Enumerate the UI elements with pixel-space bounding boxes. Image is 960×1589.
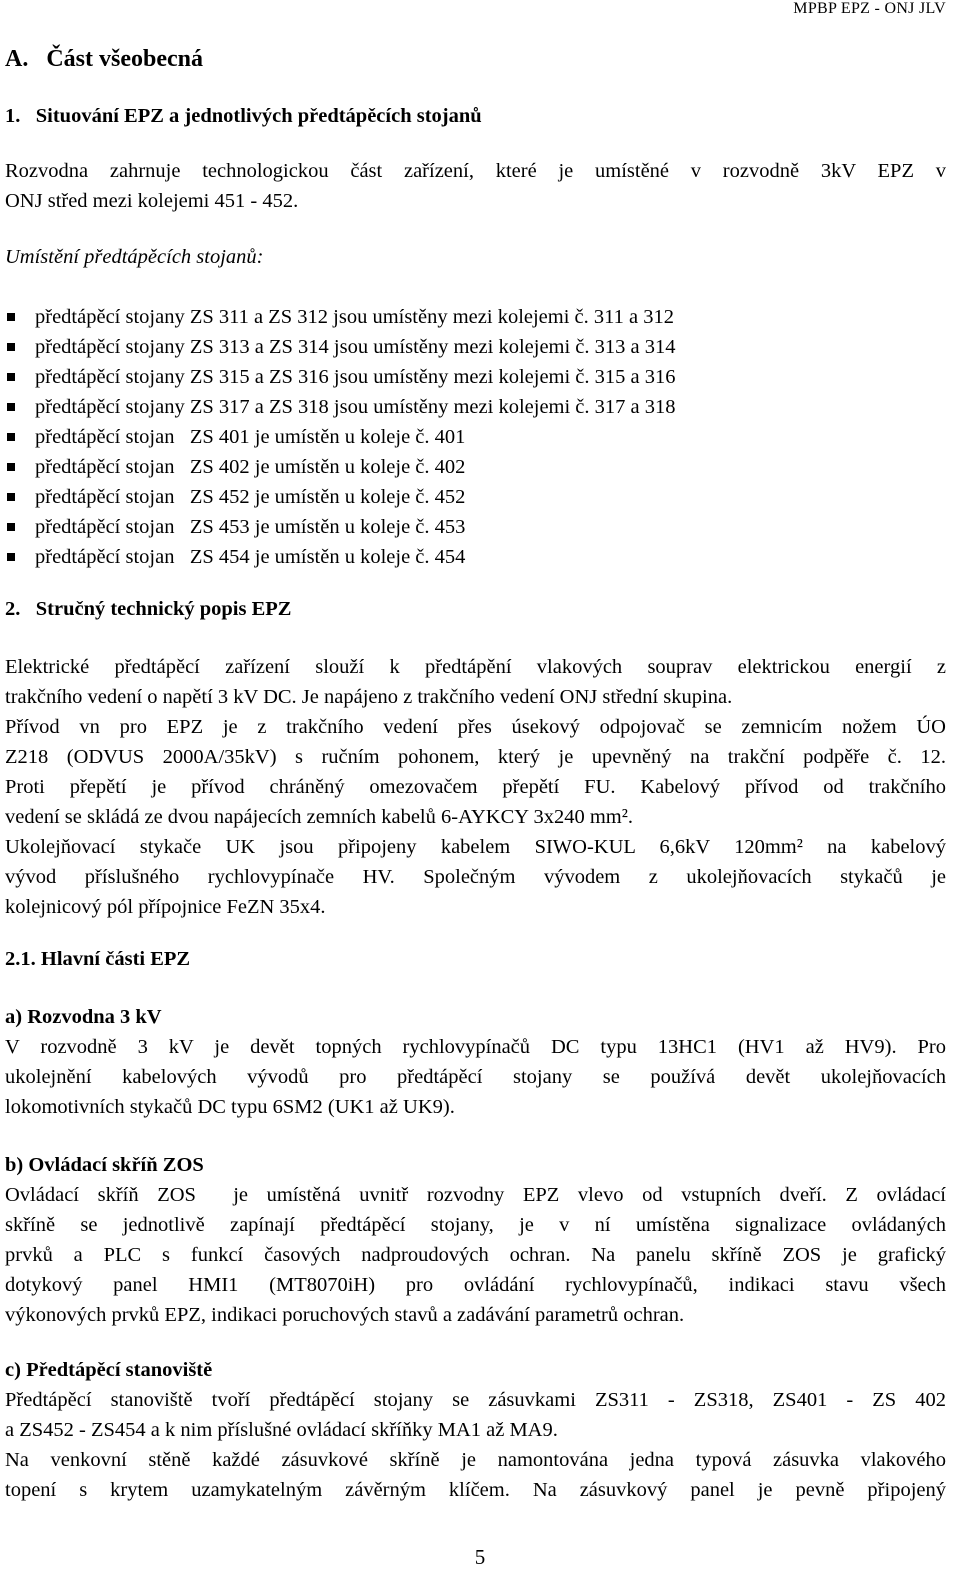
subsection-c-label: c) <box>5 1359 27 1381</box>
paragraph-line: Rozvodna zahrnuje technologickou část zařízení, které je umístěné v rozvodně 3kV EPZ v <box>5 160 946 182</box>
page-number: 5 <box>474 1545 486 1569</box>
bullet-square-icon <box>7 343 15 351</box>
paragraph-line: Elektrické předtápěcí zařízení slouží k předtápění vlakových souprav elektrickou energií z <box>5 656 946 678</box>
list-item: předtápěcí stojan ZS 452 je umístěn u koleje č. 452 <box>5 482 946 512</box>
paragraph-line: ONJ střed mezi kolejemi 451 - 452. <box>5 190 299 212</box>
paragraph-line: a ZS452 - ZS454 a k nim příslušné ovládací skříňky MA1 až MA9. <box>5 1419 558 1441</box>
part-title: A. Část všeobecná <box>5 46 203 72</box>
list-item: předtápěcí stojany ZS 317 a ZS 318 jsou umístěny mezi kolejemi č. 317 a 318 <box>5 392 946 422</box>
paragraph-line: Ovládací skříň ZOS je umístěná uvnitř rozvodny EPZ vlevo od vstupních dveří. Z ovládací <box>5 1184 946 1206</box>
list-item: předtápěcí stojan ZS 402 je umístěn u koleje č. 402 <box>5 452 946 482</box>
paragraph-line: vývod příslušného rychlovypínače HV. Společným vývodem z ukolejňovacích stykačů je <box>5 866 946 888</box>
paragraph-line: vedení se skládá ze dvou napájecích zemních kabelů 6-AYKCY 3x240 mm². <box>5 806 633 828</box>
subsection-a-label: a) <box>5 1006 28 1028</box>
paragraph-line: ukolejnění kabelových vývodů pro předtápěcí stojany se používá devět ukolejňovacích <box>5 1066 946 1088</box>
paragraph-line: lokomotivních stykačů DC typu 6SM2 (UK1 až UK9). <box>5 1096 455 1118</box>
subsection-a-title: Rozvodna 3 kV <box>27 1006 162 1028</box>
subsection-a-paragraph <box>5 1032 946 1122</box>
bullet-square-icon <box>7 433 15 441</box>
bullet-square-icon <box>7 523 15 531</box>
stands-location-subtitle: Umístění předtápěcích stojanů: <box>5 246 264 268</box>
paragraph-line: topení s krytem uzamykatelným závěrným klíčem. Na zásuvkový panel je pevně připojený <box>5 1479 946 1501</box>
paragraph-line: V rozvodně 3 kV je devět topných rychlovypínačů DC typu 13HC1 (HV1 až HV9). Pro <box>5 1036 946 1058</box>
paragraph-line: skříně se jednotlivě zapínají předtápěcí stojany, je v ní umístěna signalizace ovládaných <box>5 1214 946 1236</box>
section-1-title: 1. Situování EPZ a jednotlivých předtápěcích stojanů <box>5 105 482 127</box>
list-item: předtápěcí stojan ZS 454 je umístěn u koleje č. 454 <box>5 542 946 572</box>
paragraph-line: kolejnicový pól přípojnice FeZN 35x4. <box>5 896 326 918</box>
subsection-c-paragraph <box>5 1385 946 1505</box>
list-item: předtápěcí stojan ZS 401 je umístěn u koleje č. 401 <box>5 422 946 452</box>
stands-list <box>5 302 946 572</box>
paragraph-line: dotykový panel HMI1 (MT8070iH) pro ovládání rychlovypínačů, indikaci stavu všech <box>5 1274 946 1296</box>
section-2-title: 2. Stručný technický popis EPZ <box>5 598 292 620</box>
paragraph-line: výkonových prvků EPZ, indikaci poruchových stavů a zadávání parametrů ochran. <box>5 1304 685 1326</box>
subsection-a-heading <box>5 1002 946 1032</box>
bullet-square-icon <box>7 553 15 561</box>
section-2-paragraph <box>5 652 946 922</box>
subsection-b-title: Ovládací skříň ZOS <box>28 1154 204 1176</box>
subsection-b-label: b) <box>5 1154 29 1176</box>
subsection-c-title: Předtápěcí stanoviště <box>26 1359 213 1381</box>
bullet-square-icon <box>7 373 15 381</box>
list-item: předtápěcí stojany ZS 315 a ZS 316 jsou umístěny mezi kolejemi č. 315 a 316 <box>5 362 946 392</box>
paragraph-line: Předtápěcí stanoviště tvoří předtápěcí stojany se zásuvkami ZS311 - ZS318, ZS401 - ZS 402 <box>5 1389 946 1411</box>
document-code-header: MPBP EPZ - ONJ JLV <box>793 0 946 17</box>
bullet-square-icon <box>7 313 15 321</box>
paragraph-line: Z218 (ODVUS 2000A/35kV) s ručním pohonem, který je upevněný na trakční podpěře č. 12. <box>5 746 946 768</box>
subsection-b-heading <box>5 1150 946 1180</box>
paragraph-line: Proti přepětí je přívod chráněný omezovačem přepětí FU. Kabelový přívod od trakčního <box>5 776 946 798</box>
list-item: předtápěcí stojan ZS 453 je umístěn u koleje č. 453 <box>5 512 946 542</box>
list-item: předtápěcí stojany ZS 313 a ZS 314 jsou umístěny mezi kolejemi č. 313 a 314 <box>5 332 946 362</box>
bullet-square-icon <box>7 493 15 501</box>
list-item: předtápěcí stojany ZS 311 a ZS 312 jsou umístěny mezi kolejemi č. 311 a 312 <box>5 302 946 332</box>
section-1-paragraph <box>5 156 946 216</box>
paragraph-line: prvků a PLC s funkcí časových nadproudových ochran. Na panelu skříně ZOS je grafický <box>5 1244 946 1266</box>
bullet-square-icon <box>7 463 15 471</box>
subsection-b-paragraph <box>5 1180 946 1330</box>
paragraph-line: Na venkovní stěně každé zásuvkové skříně je namontována jedna typová zásuvka vlakového <box>5 1449 946 1471</box>
paragraph-line: Ukolejňovací stykače UK jsou připojeny kabelem SIWO-KUL 6,6kV 120mm² na kabelový <box>5 836 946 858</box>
paragraph-line: trakčního vedení o napětí 3 kV DC. Je napájeno z trakčního vedení ONJ střední skupina. <box>5 686 733 708</box>
subsection-c-heading <box>5 1355 946 1385</box>
paragraph-line: Přívod vn pro EPZ je z trakčního vedení přes úsekový odpojovač se zemnicím nožem ÚO <box>5 716 946 738</box>
bullet-square-icon <box>7 403 15 411</box>
section-2-1-title: 2.1. Hlavní části EPZ <box>5 948 191 970</box>
